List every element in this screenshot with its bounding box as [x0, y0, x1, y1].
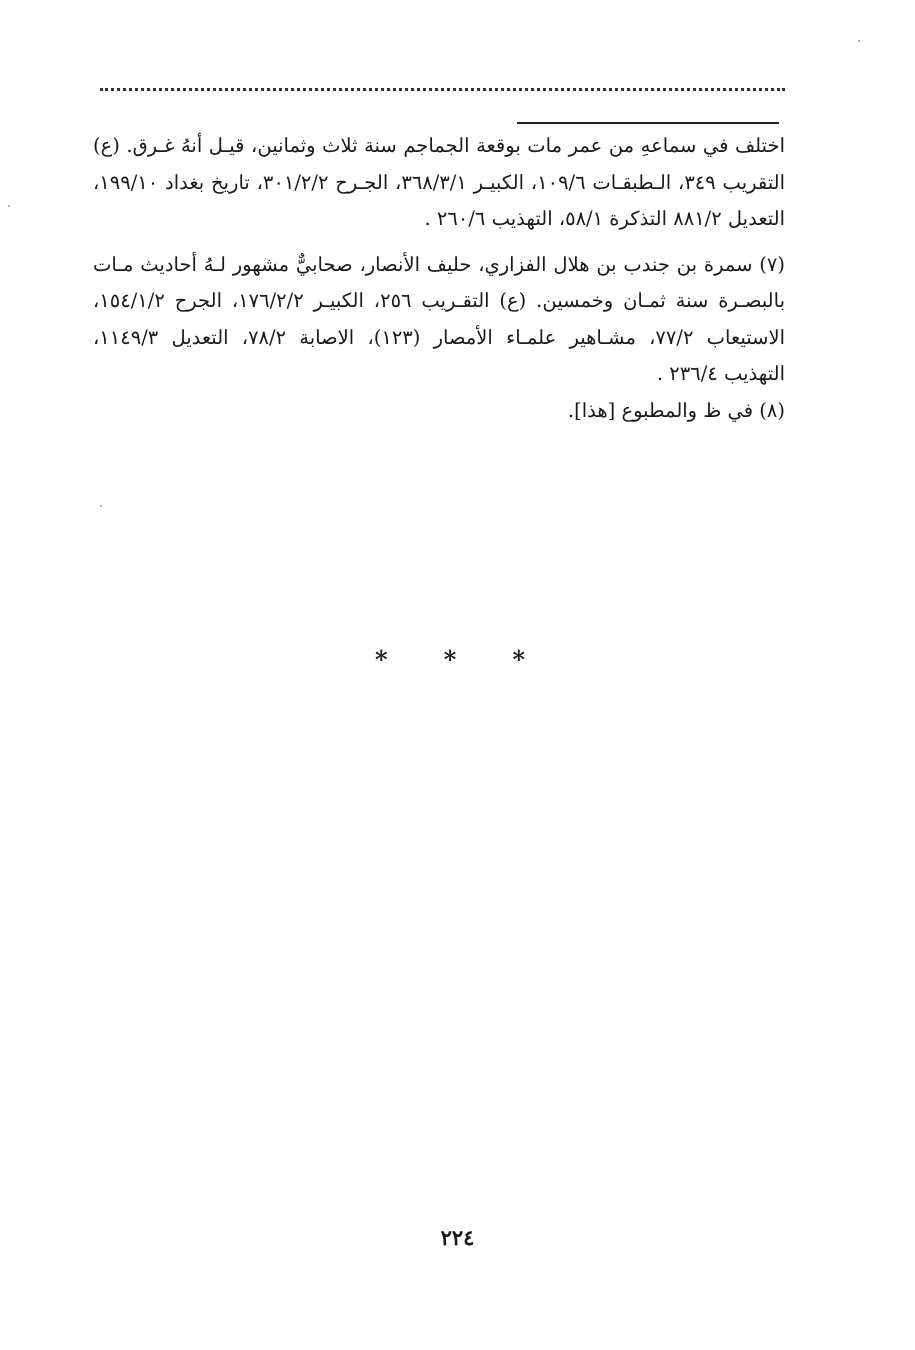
- separator-star: *: [512, 645, 525, 674]
- footnote-rule: [517, 122, 779, 124]
- footnotes-block: [93, 128, 785, 429]
- scan-speck: [858, 40, 860, 42]
- scan-speck: [100, 505, 102, 507]
- separator-star: *: [375, 645, 388, 674]
- separator-star: *: [443, 645, 457, 674]
- footnote-7: (٧) سمرة بن جندب بن هلال الفزاري، حليف الأنصار، صحابيٌّ مشهور لـهُ أحاديث مـات بالبصـرة سنة ثمـان وخمسين. (ع) التقـريب ٢٥٦، الكبيـر ١٧٦/٢/٢، الجرح ١٥٤/١/٢، الاستيعاب ٧٧/٢، مشـاهير علمـاء الأمصار (١٢٣)، الاصابة ٧٨/٢، التعديل ١١٤٩/٣، التهذيب ٢٣٦/٤ .: [93, 252, 785, 385]
- footnote-8: (٨) في ظ والمطبوع [هذا].: [567, 398, 785, 422]
- page-number: ٢٢٤: [440, 1225, 475, 1250]
- footnote-continued: اختلف في سماعهِ من عمر مات بوقعة الجماجم سنة ثلاث وثمانين، قيـل أنهُ غـرق. (ع) التقريب ٣٤٩، الـطبقـات ١٠٩/٦، الكبيـر ٣٦٨/٣/١، الجـرح ٣٠١/٢/٢، تاريخ بغداد ١٩٩/١٠، التعديل ٨٨١/٢ التذكرة ٥٨/١، التهذيب ٢٦٠/٦ .: [93, 134, 785, 230]
- dotted-divider: [100, 88, 785, 99]
- scan-speck: [8, 205, 10, 207]
- section-separator: [375, 645, 525, 674]
